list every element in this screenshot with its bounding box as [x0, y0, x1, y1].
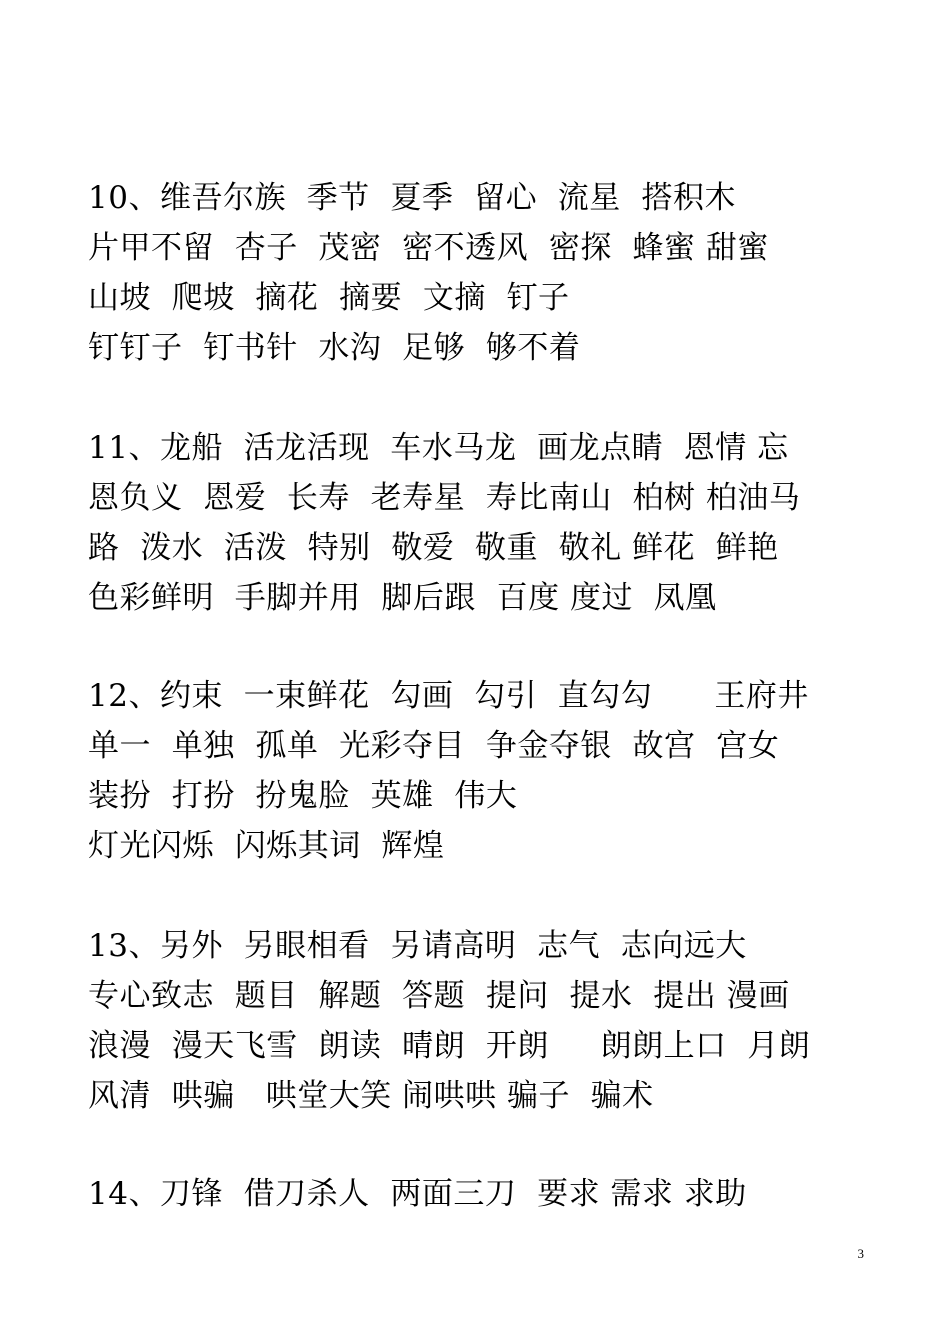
text-line: 风清 哄骗 哄堂大笑 闹哄哄 骗子 骗术 [88, 1078, 654, 1114]
text-line: 装扮 打扮 扮鬼脸 英雄 伟大 [88, 778, 518, 814]
text-line: 10、维吾尔族 季节 夏季 留心 流星 搭积木 [88, 180, 736, 216]
text-line: 专心致志 题目 解题 答题 提问 提水 提出 漫画 [88, 978, 790, 1014]
text-line: 14、刀锋 借刀杀人 两面三刀 要求 需求 求助 [88, 1176, 747, 1212]
text-line: 灯光闪烁 闪烁其词 辉煌 [88, 828, 445, 864]
text-line: 片甲不留 杏子 茂密 密不透风 密探 蜂蜜 甜蜜 [88, 230, 769, 266]
text-line: 13、另外 另眼相看 另请高明 志气 志向远大 [88, 928, 747, 964]
text-line: 山坡 爬坡 摘花 摘要 文摘 钉子 [88, 280, 570, 316]
text-line: 钉钉子 钉书针 水沟 足够 够不着 [88, 330, 581, 366]
text-line: 单一 单独 孤单 光彩夺目 争金夺银 故宫 宫女 [88, 728, 780, 764]
text-line: 色彩鲜明 手脚并用 脚后跟 百度 度过 凤凰 [88, 580, 717, 616]
text-line: 12、约束 一束鲜花 勾画 勾引 直勾勾 王府井 [88, 678, 809, 714]
text-line: 路 泼水 活泼 特别 敬爱 敬重 敬礼 鲜花 鲜艳 [88, 530, 779, 566]
text-line: 恩负义 恩爱 长寿 老寿星 寿比南山 柏树 柏油马 [88, 480, 801, 516]
page-number: 3 [857, 1246, 864, 1261]
text-line: 浪漫 漫天飞雪 朗读 晴朗 开朗 朗朗上口 月朗 [88, 1028, 811, 1064]
text-line: 11、龙船 活龙活现 车水马龙 画龙点睛 恩情 忘 [88, 430, 789, 466]
